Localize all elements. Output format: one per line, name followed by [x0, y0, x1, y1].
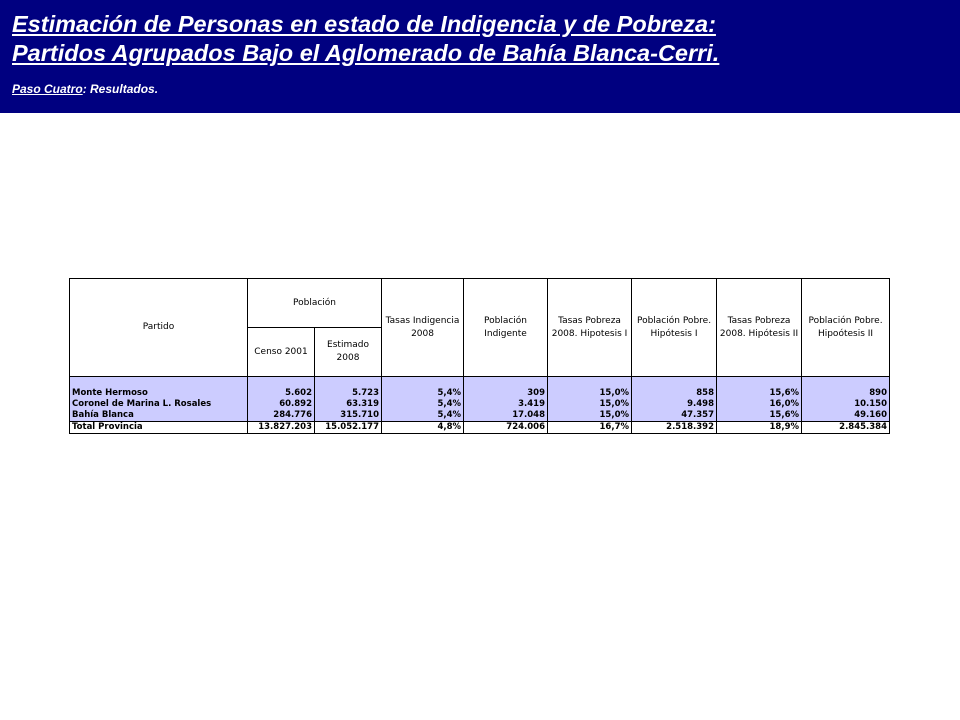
cell-estimado: 315.710	[315, 410, 382, 422]
cell-poblacion-pobre-1: 47.357	[632, 410, 717, 422]
subtitle	[12, 82, 158, 96]
cell-tasa-pobreza-1: 16,7%	[548, 422, 632, 434]
results-table	[69, 278, 890, 434]
cell-tasa-pobreza-2: 15,6%	[717, 388, 802, 399]
cell-partido: Bahía Blanca	[70, 410, 248, 422]
header-poblacion-indigente: Población Indigente	[464, 279, 548, 377]
title-line-2: Partidos Agrupados Bajo el Aglomerado de Bahía Blanca-Cerri.	[12, 40, 720, 66]
header-censo: Censo 2001	[248, 328, 315, 377]
table-row	[70, 410, 890, 422]
cell-tasa-pobreza-2: 15,6%	[717, 410, 802, 422]
header-poblacion-pobre-2: Población Pobre. Hipoótesis II	[802, 279, 890, 377]
cell-poblacion-pobre-2: 49.160	[802, 410, 890, 422]
cell-censo: 284.776	[248, 410, 315, 422]
cell-partido: Monte Hermoso	[70, 388, 248, 399]
cell-partido: Total Provincia	[70, 422, 248, 434]
cell-poblacion-pobre-2: 10.150	[802, 399, 890, 410]
cell-censo: 60.892	[248, 399, 315, 410]
cell-poblacion-pobre-1: 2.518.392	[632, 422, 717, 434]
title-line-1: Estimación de Personas en estado de Indigencia y de Pobreza:	[12, 11, 716, 37]
cell-poblacion-pobre-1: 858	[632, 388, 717, 399]
header-poblacion-pobre-1: Población Pobre. Hipótesis I	[632, 279, 717, 377]
cell-estimado: 15.052.177	[315, 422, 382, 434]
cell-tasa-pobreza-1: 15,0%	[548, 388, 632, 399]
page-title	[12, 10, 719, 68]
cell-tasa-indigencia: 5,4%	[382, 410, 464, 422]
step-caption: : Resultados.	[82, 82, 159, 96]
cell-estimado: 63.319	[315, 399, 382, 410]
cell-poblacion-pobre-1: 9.498	[632, 399, 717, 410]
cell-poblacion-indigente: 3.419	[464, 399, 548, 410]
step-link[interactable]: Paso Cuatro	[12, 82, 83, 96]
cell-tasa-pobreza-2: 16,0%	[717, 399, 802, 410]
cell-poblacion-pobre-2: 2.845.384	[802, 422, 890, 434]
header-tasas-pobreza-1: Tasas Pobreza 2008. Hipotesis I	[548, 279, 632, 377]
header-poblacion: Población	[248, 279, 382, 328]
cell-tasa-pobreza-1: 15,0%	[548, 410, 632, 422]
cell-partido: Coronel de Marina L. Rosales	[70, 399, 248, 410]
cell-poblacion-indigente: 309	[464, 388, 548, 399]
cell-tasa-pobreza-1: 15,0%	[548, 399, 632, 410]
cell-censo: 5.602	[248, 388, 315, 399]
cell-tasa-pobreza-2: 18,9%	[717, 422, 802, 434]
cell-poblacion-indigente: 724.006	[464, 422, 548, 434]
table-row	[70, 399, 890, 410]
cell-poblacion-pobre-2: 890	[802, 388, 890, 399]
cell-poblacion-indigente: 17.048	[464, 410, 548, 422]
cell-censo: 13.827.203	[248, 422, 315, 434]
cell-tasa-indigencia: 5,4%	[382, 399, 464, 410]
header-tasas-pobreza-2: Tasas Pobreza 2008. Hipótesis II	[717, 279, 802, 377]
cell-tasa-indigencia: 4,8%	[382, 422, 464, 434]
cell-estimado: 5.723	[315, 388, 382, 399]
cell-tasa-indigencia: 5,4%	[382, 388, 464, 399]
title-banner	[0, 0, 960, 113]
header-tasas-indigencia: Tasas Indigencia 2008	[382, 279, 464, 377]
total-row	[70, 422, 890, 434]
header-estimado: Estimado 2008	[315, 328, 382, 377]
header-partido: Partido	[70, 279, 248, 377]
table-row	[70, 388, 890, 399]
